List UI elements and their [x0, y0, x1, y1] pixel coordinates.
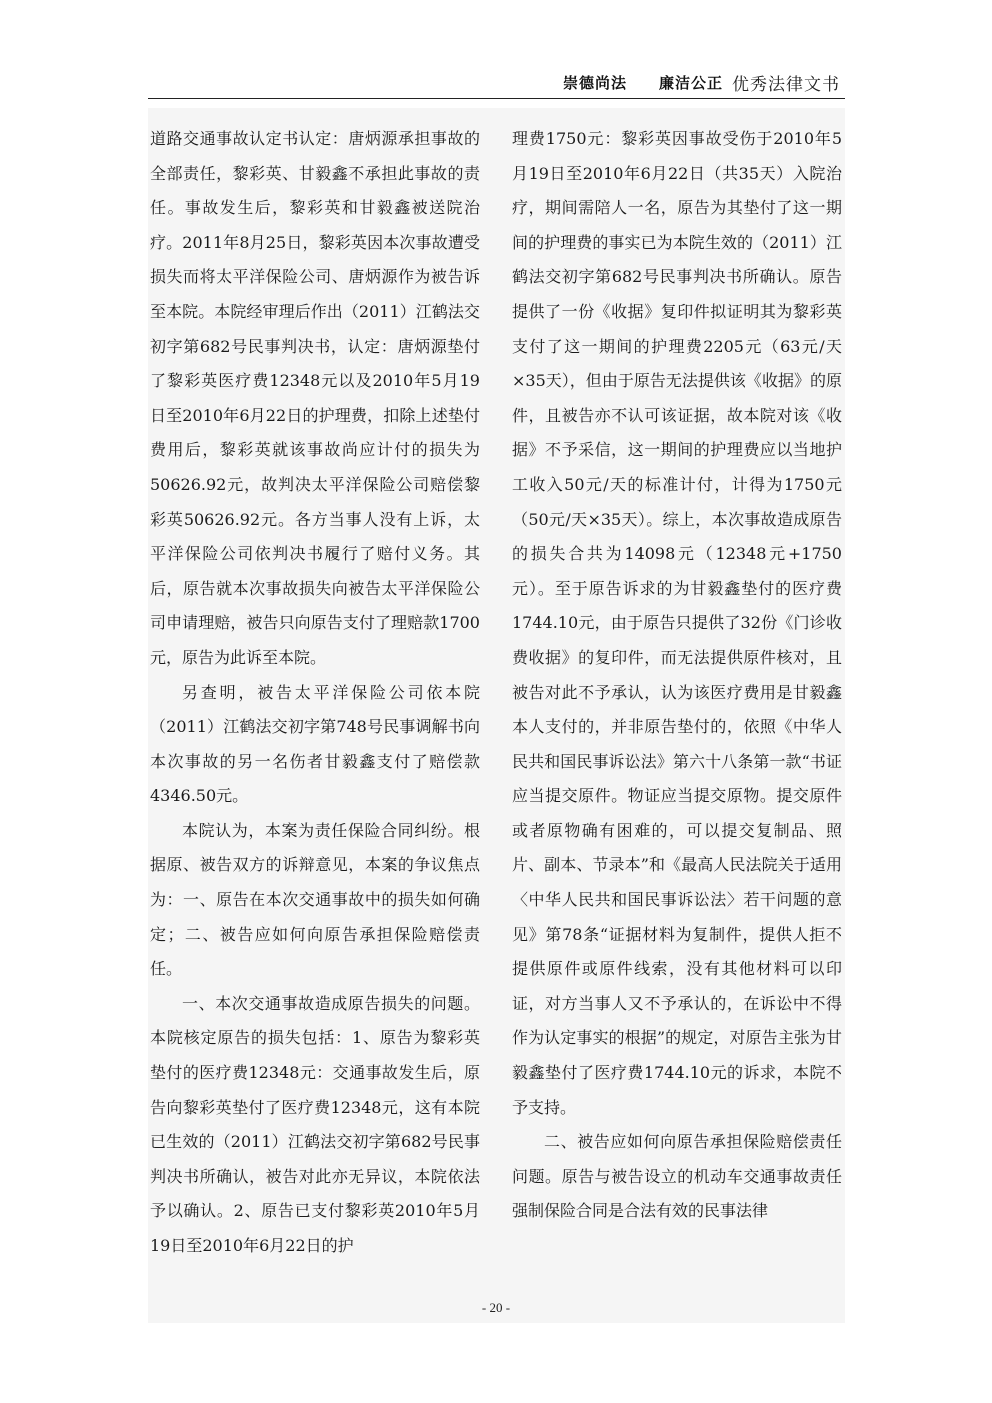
- header-motto: [563, 72, 723, 93]
- header-motto-2: 廉洁公正: [659, 74, 724, 92]
- left-column: [150, 122, 480, 1264]
- left-paragraph-1: 道路交通事故认定书认定：唐炳源承担事故的全部责任，黎彩英、甘毅鑫不承担此事故的责任。事故发生后，黎彩英和甘毅鑫被送院治疗。2011年8月25日，黎彩英因本次事故遭受损失而将太平洋保险公司、唐炳源作为被告诉至本院。本院经审理后作出（2011）江鹤法交初字第682号民事判决书，认定：唐炳源垫付了黎彩英医疗费12348元以及2010年5月19日至2010年6月22日的护理费，扣除上述垫付费用后，黎彩英就该事故尚应计付的损失为50626.92元，故判决太平洋保险公司赔偿黎彩英50626.92元。各方当事人没有上诉，太平洋保险公司依判决书履行了赔付义务。其后，原告就本次事故损失向被告太平洋保险公司申请理赔，被告只向原告支付了理赔款1700元，原告为此诉至本院。: [150, 129, 480, 667]
- left-paragraph-4: 一、本次交通事故造成原告损失的问题。本院核定原告的损失包括：1、原告为黎彩英垫付的医疗费12348元：交通事故发生后，原告向黎彩英垫付了医疗费12348元，这有本院已生效的（2011）江鹤法交初字第682号民事判决书所确认，被告对此亦无异议，本院依法予以确认。2、原告已支付黎彩英2010年5月19日至2010年6月22日的护: [150, 993, 480, 1255]
- header-motto-1: 崇德尚法: [563, 74, 628, 92]
- page-number: - 20 -: [481, 1300, 511, 1315]
- left-paragraph-2: 另查明，被告太平洋保险公司依本院（2011）江鹤法交初字第748号民事调解书向本次事故的另一名伤者甘毅鑫支付了赔偿款4346.50元。: [150, 682, 480, 806]
- right-paragraph-2: 二、被告应如何向原告承担保险赔偿责任问题。原告与被告设立的机动车交通事故责任强制保险合同是合法有效的民事法律: [512, 1132, 842, 1221]
- right-column: [512, 122, 842, 1229]
- left-paragraph-3: 本院认为，本案为责任保险合同纠纷。根据原、被告双方的诉辩意见，本案的争议焦点为：一、原告在本次交通事故中的损失如何确定；二、被告应如何向原告承担保险赔偿责任。: [150, 820, 480, 979]
- page-header: [148, 70, 845, 98]
- header-rule: [148, 98, 845, 99]
- right-paragraph-1: 理费1750元：黎彩英因事故受伤于2010年5月19日至2010年6月22日（共35天）入院治疗，期间需陪人一名，原告为其垫付了这一期间的护理费的事实已为本院生效的（2011）江鹤法交初字第682号民事判决书所确认。原告提供了一份《收据》复印件拟证明其为黎彩英支付了这一期间的护理费2205元（63元/天×35天），但由于原告无法提供该《收据》的原件，且被告亦不认可该证据，故本院对该《收据》不予采信，这一期间的护理费应以当地护工收入50元/天的标准计付，计得为1750元（50元/天×35天）。综上，本次事故造成原告的损失合共为14098元（12348元+1750元）。至于原告诉求的为甘毅鑫垫付的医疗费1744.10元，由于原告只提供了32份《门诊收费收据》的复印件，而无法提供原件核对，且被告对此不予承认，认为该医疗费用是甘毅鑫本人支付的，并非原告垫付的，依照《中华人民共和国民事诉讼法》第六十八条第一款“书证应当提交原件。物证应当提交原物。提交原件或者原物确有困难的，可以提交复制品、照片、副本、节录本”和《最高人民法院关于适用〈中华人民共和国民事诉讼法〉若干问题的意见》第78条“证据材料为复制件，提供人拒不提供原件或原件线索，没有其他材料可以印证，对方当事人又不予承认的，在诉讼中不得作为认定事实的根据”的规定，对原告主张为甘毅鑫垫付了医疗费1744.10元的诉求，本院不予支持。: [512, 129, 842, 1117]
- header-series-title: 优秀法律文书: [732, 75, 840, 95]
